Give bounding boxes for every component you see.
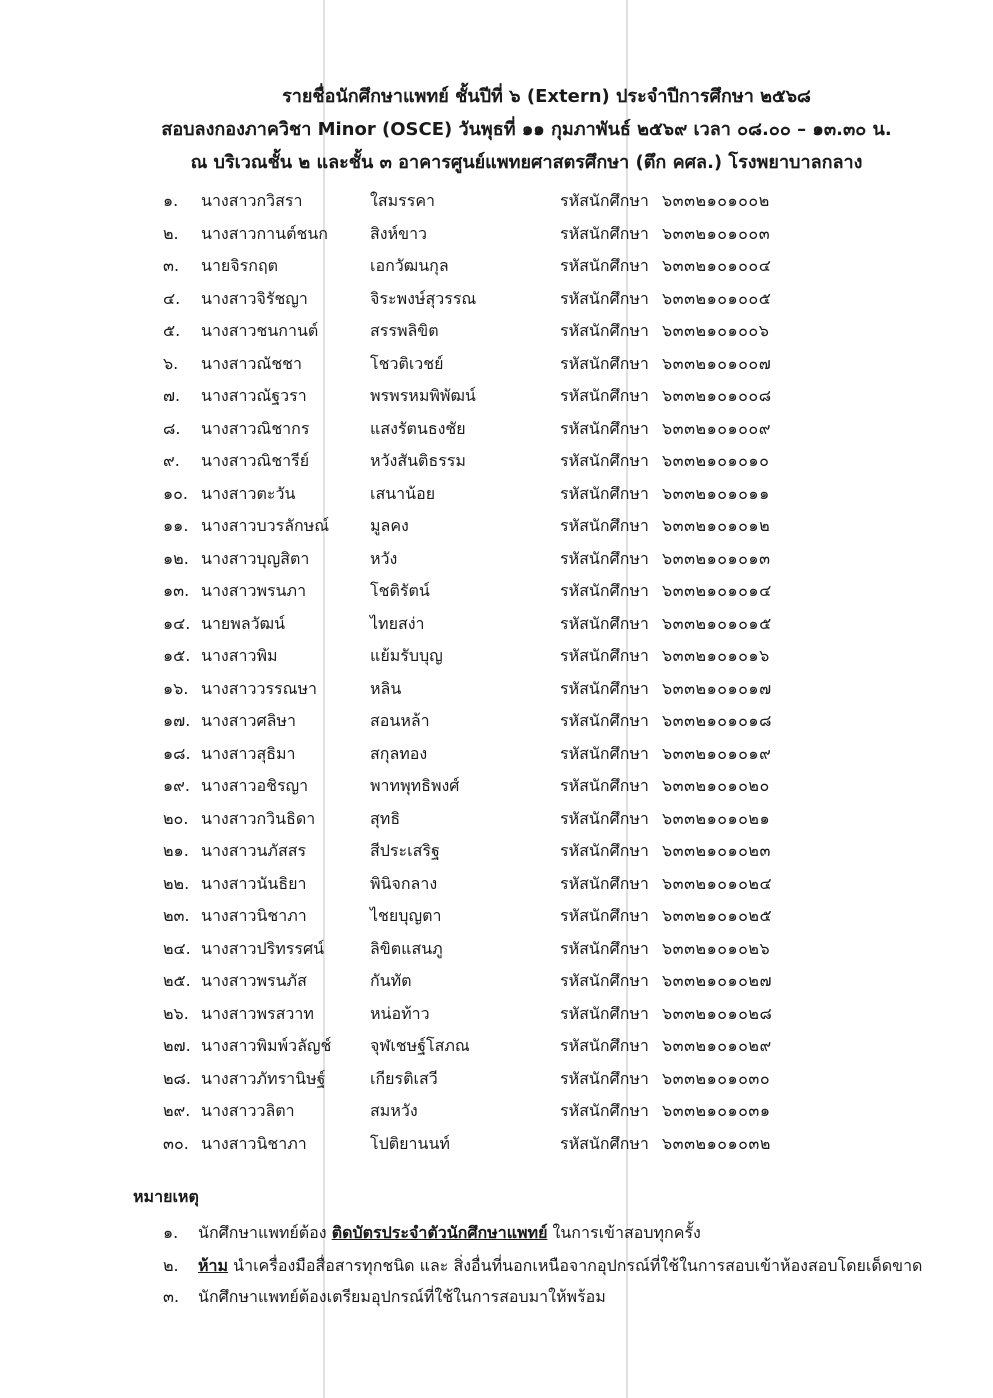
student-id-label: รหัสนักศึกษา — [560, 841, 649, 860]
student-number: ๑๔. — [163, 613, 191, 633]
student-first-name: นางสาวนิชาภา — [201, 906, 307, 925]
student-id-label: รหัสนักศึกษา — [560, 938, 649, 958]
student-first-name: นายจิรกฤต — [201, 256, 279, 275]
student-last-name: พรพรหมพิพัฒน์ — [370, 386, 476, 405]
student-id: ๖๓๓๒๑๐๑๐๓๑ — [662, 1101, 771, 1120]
student-row — [0, 513, 993, 546]
student-row — [0, 578, 993, 611]
student-last-name: มูลคง — [370, 516, 409, 535]
student-first-name: นางสาวภัทรานิษฐ์ — [201, 1068, 326, 1088]
student-first-name: นางสาวบุญสิตา — [201, 548, 310, 568]
student-row — [0, 188, 993, 221]
student-number: ๒๗. — [163, 1036, 191, 1055]
student-id-label: รหัสนักศึกษา — [560, 451, 649, 470]
student-first-name: นางสาวกวินธิดา — [201, 808, 316, 828]
student-last-name: พินิจกลาง — [370, 873, 438, 893]
student-last-name: แสงรัตนธงชัย — [370, 418, 466, 438]
student-last-name: หวัง — [370, 548, 398, 568]
student-row — [0, 448, 993, 481]
student-id-label: รหัสนักศึกษา — [560, 711, 649, 730]
student-first-name: นางสาวณิชารีย์ — [201, 451, 310, 470]
student-id: ๖๓๓๒๑๐๑๐๒๑ — [662, 808, 771, 828]
student-id-label: รหัสนักศึกษา — [560, 581, 649, 600]
student-first-name: นางสาวพรนภัส — [201, 971, 307, 990]
student-number: ๒๘. — [163, 1068, 191, 1088]
student-last-name: ลิขิตแสนภู — [370, 938, 443, 958]
student-id-label: รหัสนักศึกษา — [560, 223, 649, 243]
student-number: ๔. — [163, 288, 181, 308]
student-id: ๖๓๓๒๑๐๑๐๑๖ — [662, 646, 770, 665]
student-number: ๑๑. — [163, 516, 189, 535]
student-row — [0, 838, 993, 871]
student-id: ๖๓๓๒๑๐๑๐๒๐ — [662, 776, 770, 795]
student-id-label: รหัสนักศึกษา — [560, 256, 649, 275]
student-id-label: รหัสนักศึกษา — [560, 1068, 649, 1088]
student-row — [0, 383, 993, 416]
student-id-label: รหัสนักศึกษา — [560, 548, 649, 568]
student-number: ๘. — [163, 418, 181, 438]
student-row — [0, 676, 993, 709]
title-line-2: สอบลงกองภาควิชา Minor (OSCE) วันพุธที่ ๑๑ กุมภาพันธ์ ๒๕๖๙ เวลา ๐๘.๐๐ – ๑๓.๓๐ น. — [161, 119, 892, 140]
student-last-name: เอกวัฒนกุล — [370, 256, 449, 275]
note-number: ๓. — [163, 1287, 180, 1306]
student-id-label: รหัสนักศึกษา — [560, 1101, 649, 1120]
student-id-label: รหัสนักศึกษา — [560, 386, 649, 405]
student-id-label: รหัสนักศึกษา — [560, 743, 649, 763]
note-text: นำเครื่องมือสื่อสารทุกชนิด และ สิ่งอื่นที่นอกเหนือจากอุปกรณ์ที่ใช้ในการสอบเข้าห้องสอบโดยเด็ดขาด — [228, 1256, 923, 1275]
note-number: ๑. — [163, 1223, 179, 1242]
student-number: ๑๖. — [163, 678, 189, 698]
student-id-label: รหัสนักศึกษา — [560, 808, 649, 828]
student-first-name: นางสาวนภัสสร — [201, 841, 307, 860]
student-id: ๖๓๓๒๑๐๑๐๑๘ — [662, 711, 772, 730]
student-row — [0, 351, 993, 384]
note-emphasis: ห้าม — [198, 1256, 229, 1275]
student-last-name: สอนหล้า — [370, 711, 430, 730]
student-id: ๖๓๓๒๑๐๑๐๑๑ — [662, 483, 770, 503]
student-last-name: หน่อท้าว — [370, 1003, 430, 1023]
student-first-name: นางสาวพิม — [201, 646, 278, 665]
student-first-name: นางสาวศลิษา — [201, 711, 296, 730]
student-id: ๖๓๓๒๑๐๑๐๑๕ — [662, 613, 772, 633]
student-number: ๑๒. — [163, 548, 189, 568]
student-last-name: สกุลทอง — [370, 743, 428, 763]
student-id-label: รหัสนักศึกษา — [560, 516, 649, 535]
student-first-name: นางสาวนันธิยา — [201, 873, 307, 893]
student-first-name: นางสาวพรสวาท — [201, 1003, 314, 1023]
student-row — [0, 903, 993, 936]
student-first-name: นางสาววรรณษา — [201, 678, 318, 698]
student-id: ๖๓๓๒๑๐๑๐๐๔ — [662, 256, 772, 275]
note-emphasis: ติดบัตรประจำตัวนักศึกษาแพทย์ — [331, 1223, 548, 1242]
student-first-name: นางสาวสุธิมา — [201, 743, 296, 763]
student-id-label: รหัสนักศึกษา — [560, 321, 649, 340]
student-first-name: นางสาวณัชชา — [201, 353, 303, 373]
student-number: ๒๔. — [163, 938, 191, 958]
note-number: ๒. — [163, 1256, 179, 1275]
student-id: ๖๓๓๒๑๐๑๐๒๗ — [662, 971, 772, 990]
student-row — [0, 708, 993, 741]
student-first-name: นางสาวกานต์ชนก — [201, 223, 328, 243]
student-first-name: นางสาวพิมพ์วลัญช์ — [201, 1036, 332, 1055]
title-line-1: รายชื่อนักศึกษาแพทย์ ชั้นปีที่ ๖ (Extern) ประจำปีการศึกษา ๒๕๖๘ — [282, 86, 811, 107]
student-id-label: รหัสนักศึกษา — [560, 288, 649, 308]
student-id-label: รหัสนักศึกษา — [560, 1133, 649, 1153]
student-id: ๖๓๓๒๑๐๑๐๐๒ — [662, 191, 770, 210]
student-row — [0, 221, 993, 254]
student-last-name: สมหวัง — [370, 1101, 418, 1120]
student-number: ๖. — [163, 353, 179, 373]
student-first-name: นางสาวณิชากร — [201, 418, 310, 438]
student-first-name: นางสาวนิชาภา — [201, 1133, 307, 1153]
student-id-label: รหัสนักศึกษา — [560, 418, 649, 438]
student-first-name: นางสาวชนกานต์ — [201, 321, 319, 340]
student-number: ๒๐. — [163, 808, 189, 828]
student-id-label: รหัสนักศึกษา — [560, 1003, 649, 1023]
student-first-name: นางสาวปริทรรศน์ — [201, 938, 325, 958]
student-last-name: ไชยบุญตา — [370, 906, 442, 925]
student-last-name: โชวติเวชย์ — [370, 353, 444, 373]
student-row — [0, 253, 993, 286]
student-id-label: รหัสนักศึกษา — [560, 678, 649, 698]
student-number: ๙. — [163, 451, 180, 470]
student-first-name: นางสาวจิรัชญา — [201, 288, 308, 308]
student-number: ๒๙. — [163, 1101, 191, 1120]
student-id: ๖๓๓๒๑๐๑๐๒๓ — [662, 841, 771, 860]
student-id-label: รหัสนักศึกษา — [560, 353, 649, 373]
note-item — [163, 1285, 606, 1310]
student-id: ๖๓๓๒๑๐๑๐๑๙ — [662, 743, 772, 763]
student-first-name: นางสาวณัฐวรา — [201, 386, 307, 405]
student-id-label: รหัสนักศึกษา — [560, 646, 649, 665]
student-row — [0, 1131, 993, 1164]
student-number: ๑๘. — [163, 743, 191, 763]
student-id: ๖๓๓๒๑๐๑๐๑๐ — [662, 451, 770, 470]
student-id: ๖๓๓๒๑๐๑๐๓๒ — [662, 1133, 771, 1153]
student-list — [0, 188, 993, 1163]
document-header — [0, 80, 993, 179]
student-number: ๑. — [163, 191, 179, 210]
student-first-name: นางสาวบวรลักษณ์ — [201, 516, 330, 535]
student-number: ๑๕. — [163, 646, 191, 665]
student-number: ๒๓. — [163, 906, 190, 925]
student-id: ๖๓๓๒๑๐๑๐๓๐ — [662, 1068, 771, 1088]
student-id: ๖๓๓๒๑๐๑๐๐๖ — [662, 321, 770, 340]
student-id-label: รหัสนักศึกษา — [560, 776, 649, 795]
student-last-name: จิระพงษ์สุวรรณ — [370, 288, 477, 308]
student-id-label: รหัสนักศึกษา — [560, 191, 649, 210]
student-row — [0, 318, 993, 351]
student-row — [0, 936, 993, 969]
student-row — [0, 741, 993, 774]
student-id-label: รหัสนักศึกษา — [560, 483, 649, 503]
student-last-name: หวังสันติธรรม — [370, 451, 466, 470]
student-id: ๖๓๓๒๑๐๑๐๒๕ — [662, 906, 773, 925]
student-number: ๑๗. — [163, 711, 191, 730]
student-first-name: นางสาววลิตา — [201, 1101, 295, 1120]
student-row — [0, 481, 993, 514]
student-row — [0, 643, 993, 676]
student-row — [0, 1066, 993, 1099]
note-item — [163, 1254, 922, 1279]
student-row — [0, 773, 993, 806]
student-id: ๖๓๓๒๑๐๑๐๐๕ — [662, 288, 772, 308]
student-number: ๒๕. — [163, 971, 191, 990]
student-number: ๒. — [163, 223, 179, 243]
student-number: ๒๑. — [163, 841, 189, 860]
student-row — [0, 416, 993, 449]
student-first-name: นางสาวพรนภา — [201, 581, 307, 600]
student-last-name: เกียรติเสวี — [370, 1068, 438, 1088]
student-last-name: พาทพุทธิพงศ์ — [370, 776, 460, 795]
student-id-label: รหัสนักศึกษา — [560, 1036, 649, 1055]
student-id-label: รหัสนักศึกษา — [560, 906, 649, 925]
student-last-name: สุทธิ — [370, 808, 401, 828]
student-number: ๗. — [163, 386, 181, 405]
student-row — [0, 611, 993, 644]
student-first-name: นายพลวัฒน์ — [201, 613, 286, 633]
student-last-name: สิงห์ขาว — [370, 223, 428, 243]
student-first-name: นางสาวอชิรญา — [201, 776, 309, 795]
student-last-name: เสนาน้อย — [370, 483, 436, 503]
student-first-name: นางสาวกวิสรา — [201, 191, 303, 210]
student-number: ๓. — [163, 256, 180, 275]
note-item — [163, 1221, 701, 1246]
student-id: ๖๓๓๒๑๐๑๐๒๘ — [662, 1003, 773, 1023]
student-last-name: หลิน — [370, 678, 402, 698]
student-row — [0, 546, 993, 579]
student-number: ๒๖. — [163, 1003, 189, 1023]
student-id: ๖๓๓๒๑๐๑๐๒๔ — [662, 873, 773, 893]
student-id: ๖๓๓๒๑๐๑๐๐๓ — [662, 223, 771, 243]
student-id-label: รหัสนักศึกษา — [560, 873, 649, 893]
student-id: ๖๓๓๒๑๐๑๐๐๗ — [662, 353, 772, 373]
student-number: ๑๙. — [163, 776, 190, 795]
student-id-label: รหัสนักศึกษา — [560, 613, 649, 633]
student-row — [0, 806, 993, 839]
student-last-name: สรรพลิขิต — [370, 321, 439, 340]
title-line-3: ณ บริเวณชั้น ๒ และชั้น ๓ อาคารศูนย์แพทยศาสตรศึกษา (ตึก คศล.) โรงพยาบาลกลาง — [190, 152, 863, 173]
student-row — [0, 968, 993, 1001]
student-last-name: สีประเสริฐ — [370, 841, 440, 860]
note-text: นักศึกษาแพทย์ต้อง — [198, 1223, 332, 1242]
student-id-label: รหัสนักศึกษา — [560, 971, 649, 990]
student-row — [0, 286, 993, 319]
student-last-name: กันทัต — [370, 971, 412, 990]
student-last-name: โปติยานนท์ — [370, 1133, 450, 1153]
student-id: ๖๓๓๒๑๐๑๐๒๙ — [662, 1036, 772, 1055]
student-id: ๖๓๓๒๑๐๑๐๑๒ — [662, 516, 771, 535]
student-first-name: นางสาวตะวัน — [201, 483, 296, 503]
student-id: ๖๓๓๒๑๐๑๐๑๔ — [662, 581, 772, 600]
student-number: ๑๐. — [163, 483, 189, 503]
student-number: ๑๓. — [163, 581, 190, 600]
note-text: นักศึกษาแพทย์ต้องเตรียมอุปกรณ์ที่ใช้ในการสอบมาให้พร้อม — [198, 1287, 606, 1306]
student-id: ๖๓๓๒๑๐๑๐๑๓ — [662, 548, 771, 568]
student-row — [0, 1033, 993, 1066]
student-number: ๕. — [163, 321, 181, 340]
student-row — [0, 1001, 993, 1034]
student-row — [0, 871, 993, 904]
student-id: ๖๓๓๒๑๐๑๐๒๖ — [662, 938, 771, 958]
student-id: ๖๓๓๒๑๐๑๐๑๗ — [662, 678, 772, 698]
student-id: ๖๓๓๒๑๐๑๐๐๘ — [662, 386, 772, 405]
student-last-name: ไทยสง่า — [370, 613, 425, 633]
notes-title: หมายเหตุ — [133, 1187, 199, 1206]
student-row — [0, 1098, 993, 1131]
note-text: ในการเข้าสอบทุกครั้ง — [547, 1223, 701, 1242]
student-last-name: ใสมรรคา — [370, 191, 435, 210]
student-last-name: โชติรัตน์ — [370, 581, 430, 600]
student-last-name: แย้มรับบุญ — [370, 646, 443, 665]
student-number: ๒๒. — [163, 873, 190, 893]
student-id: ๖๓๓๒๑๐๑๐๐๙ — [662, 418, 771, 438]
student-last-name: จุฬเชษฐ์โสภณ — [370, 1036, 470, 1055]
student-number: ๓๐. — [163, 1133, 189, 1153]
